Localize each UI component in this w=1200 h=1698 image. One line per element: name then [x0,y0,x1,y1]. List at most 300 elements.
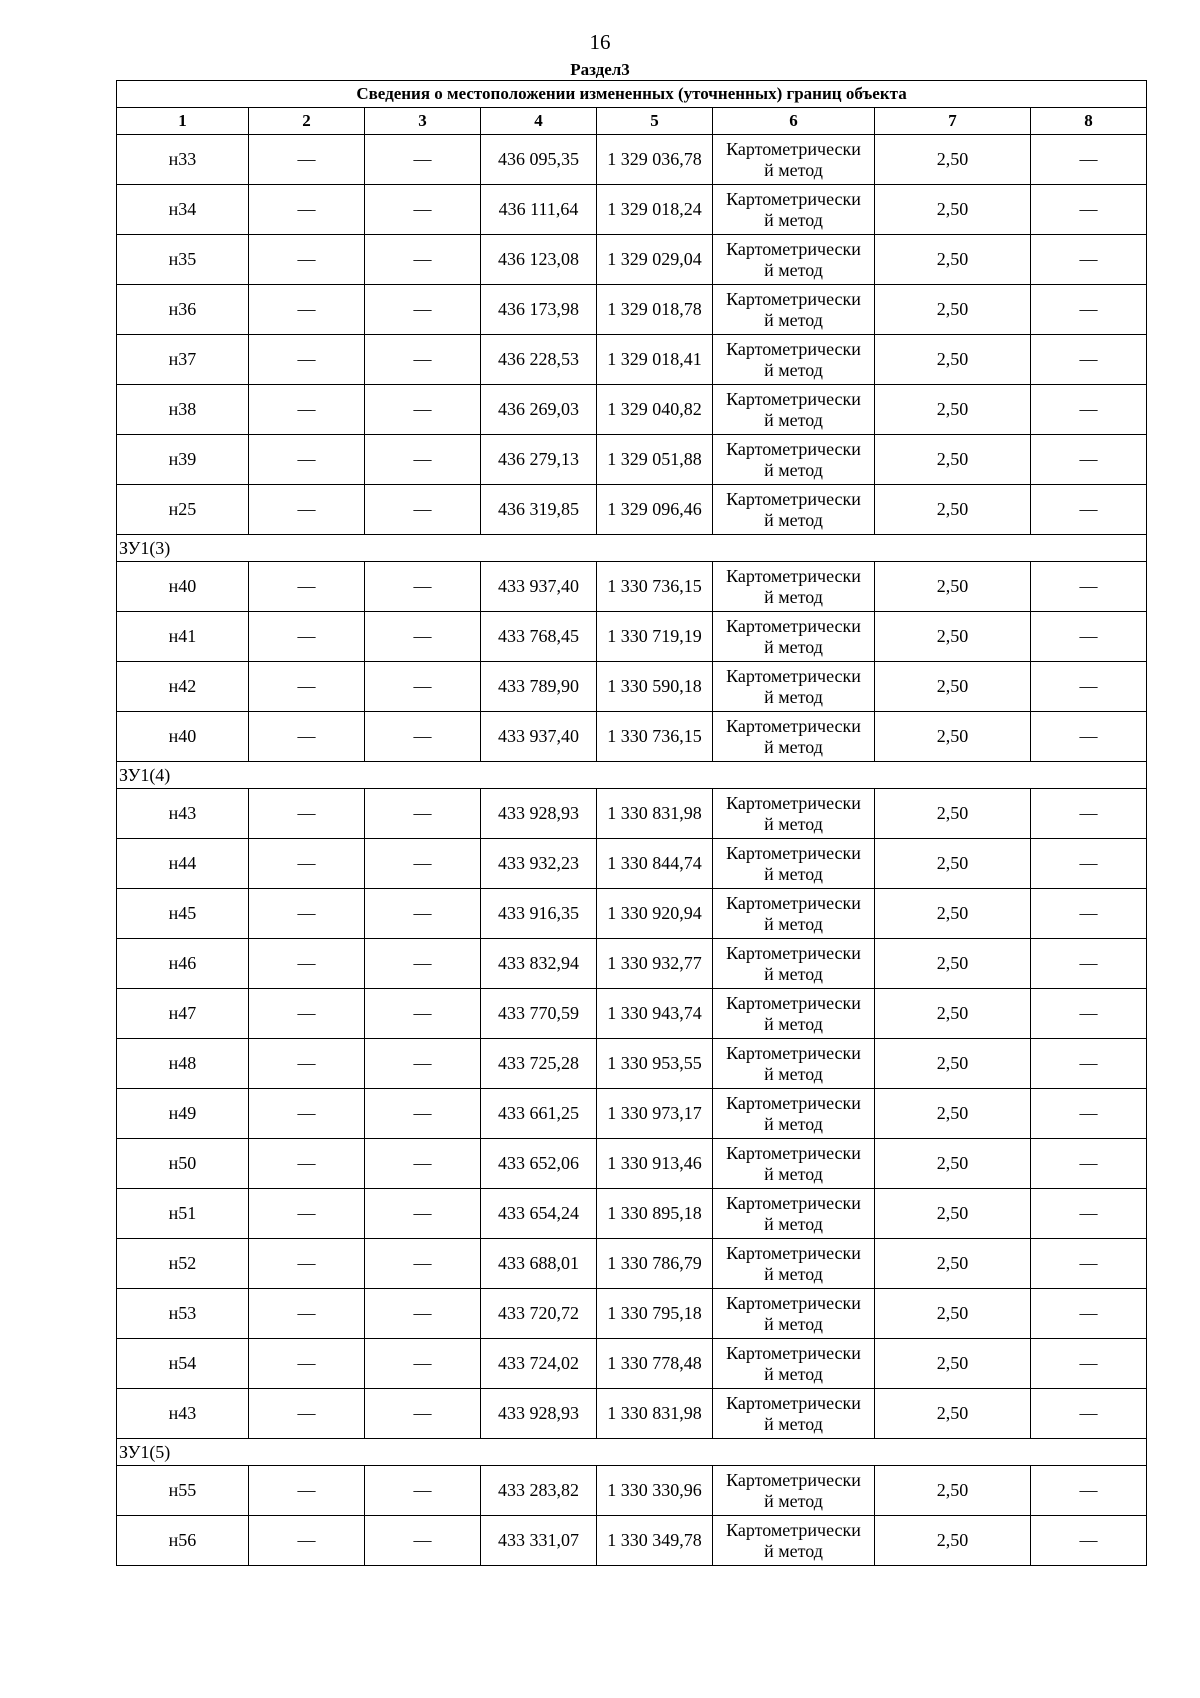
dash-cell: — [365,1339,481,1389]
point-name: н48 [117,1039,249,1089]
coord-y: 1 330 736,15 [597,562,713,612]
coord-y: 1 330 719,19 [597,612,713,662]
method-cell [713,335,875,385]
method-cell [713,1039,875,1089]
coord-x: 433 789,90 [481,662,597,712]
method-line-1: Картометрически [726,615,861,636]
accuracy: 2,50 [875,385,1031,435]
method-cell [713,1189,875,1239]
dash-cell: — [249,562,365,612]
coord-x: 436 279,13 [481,435,597,485]
group-row [117,762,1147,789]
dash-cell: — [365,185,481,235]
coord-y: 1 330 920,94 [597,889,713,939]
method-line-2: й метод [764,863,823,884]
point-name: н43 [117,789,249,839]
coord-y: 1 330 786,79 [597,1239,713,1289]
method-line-1: Картометрически [726,1142,861,1163]
coord-x: 436 173,98 [481,285,597,335]
point-name: н55 [117,1466,249,1516]
dash-cell: — [365,839,481,889]
dash-cell: — [365,562,481,612]
accuracy: 2,50 [875,1039,1031,1089]
coord-y: 1 329 096,46 [597,485,713,535]
method-cell [713,889,875,939]
dash-cell: — [1031,1389,1147,1439]
dash-cell: — [365,485,481,535]
coord-y: 1 330 943,74 [597,989,713,1039]
dash-cell: — [365,1516,481,1566]
method-line-2: й метод [764,686,823,707]
coord-x: 433 832,94 [481,939,597,989]
dash-cell: — [365,385,481,435]
accuracy: 2,50 [875,612,1031,662]
method-cell [713,285,875,335]
method-line-2: й метод [764,459,823,480]
table-row [117,1039,1147,1089]
dash-cell: — [249,989,365,1039]
coord-y: 1 330 778,48 [597,1339,713,1389]
dash-cell: — [249,1516,365,1566]
method-line-1: Картометрически [726,715,861,736]
method-line-2: й метод [764,209,823,230]
page-number: 16 [589,30,611,54]
coord-x: 433 688,01 [481,1239,597,1289]
dash-cell: — [1031,1289,1147,1339]
coord-y: 1 329 040,82 [597,385,713,435]
method-cell [713,1339,875,1389]
method-line-1: Картометрически [726,992,861,1013]
method-cell [713,1389,875,1439]
coord-y: 1 330 590,18 [597,662,713,712]
accuracy: 2,50 [875,989,1031,1039]
coord-y: 1 330 895,18 [597,1189,713,1239]
dash-cell: — [1031,789,1147,839]
column-header-3: 3 [365,108,481,135]
dash-cell: — [365,789,481,839]
coord-x: 436 228,53 [481,335,597,385]
dash-cell: — [1031,385,1147,435]
dash-cell: — [249,435,365,485]
accuracy: 2,50 [875,485,1031,535]
coord-x: 436 123,08 [481,235,597,285]
method-cell [713,712,875,762]
accuracy: 2,50 [875,335,1031,385]
coord-y: 1 329 018,41 [597,335,713,385]
coord-x: 433 331,07 [481,1516,597,1566]
method-cell [713,135,875,185]
point-name: н37 [117,335,249,385]
method-line-2: й метод [764,259,823,280]
column-header-4: 4 [481,108,597,135]
dash-cell: — [1031,889,1147,939]
accuracy: 2,50 [875,1289,1031,1339]
method-line-1: Картометрически [726,1519,861,1540]
accuracy: 2,50 [875,712,1031,762]
dash-cell: — [249,335,365,385]
accuracy: 2,50 [875,1516,1031,1566]
method-cell [713,435,875,485]
table-row [117,1516,1147,1566]
dash-cell: — [249,1039,365,1089]
method-line-2: й метод [764,1490,823,1511]
coord-y: 1 329 029,04 [597,235,713,285]
coord-x: 433 768,45 [481,612,597,662]
method-line-2: й метод [764,1163,823,1184]
method-line-2: й метод [764,1413,823,1434]
method-cell [713,185,875,235]
column-header-2: 2 [249,108,365,135]
method-line-2: й метод [764,586,823,607]
method-cell [713,1289,875,1339]
column-header-5: 5 [597,108,713,135]
coord-y: 1 330 736,15 [597,712,713,762]
accuracy: 2,50 [875,1139,1031,1189]
coord-y: 1 330 349,78 [597,1516,713,1566]
point-name: н56 [117,1516,249,1566]
dash-cell: — [1031,662,1147,712]
dash-cell: — [1031,485,1147,535]
point-name: н44 [117,839,249,889]
coord-x: 433 932,23 [481,839,597,889]
dash-cell: — [249,1289,365,1339]
point-name: н47 [117,989,249,1039]
method-line-2: й метод [764,1063,823,1084]
point-name: н49 [117,1089,249,1139]
table-row [117,235,1147,285]
method-cell [713,1516,875,1566]
coord-x: 433 937,40 [481,712,597,762]
dash-cell: — [249,135,365,185]
dash-cell: — [249,1466,365,1516]
dash-cell: — [365,435,481,485]
table-row [117,662,1147,712]
group-label: ЗУ1(3) [117,535,1147,562]
method-cell [713,662,875,712]
coord-y: 1 330 831,98 [597,1389,713,1439]
method-line-2: й метод [764,1313,823,1334]
table-row [117,889,1147,939]
coord-x: 433 928,93 [481,789,597,839]
column-header-7: 7 [875,108,1031,135]
coord-y: 1 329 018,24 [597,185,713,235]
dash-cell: — [249,939,365,989]
accuracy: 2,50 [875,1389,1031,1439]
method-line-2: й метод [764,359,823,380]
method-line-1: Картометрически [726,1292,861,1313]
column-header-8: 8 [1031,108,1147,135]
point-name: н39 [117,435,249,485]
table-row [117,989,1147,1039]
point-name: н36 [117,285,249,335]
method-cell [713,1139,875,1189]
dash-cell: — [1031,1139,1147,1189]
accuracy: 2,50 [875,839,1031,889]
dash-cell: — [1031,1516,1147,1566]
table-row [117,285,1147,335]
dash-cell: — [249,789,365,839]
point-name: н50 [117,1139,249,1189]
dash-cell: — [249,1139,365,1189]
dash-cell: — [1031,939,1147,989]
method-line-2: й метод [764,1113,823,1134]
method-cell [713,235,875,285]
method-line-2: й метод [764,409,823,430]
dash-cell: — [1031,1239,1147,1289]
method-cell [713,789,875,839]
dash-cell: — [1031,989,1147,1039]
method-line-1: Картометрически [726,338,861,359]
accuracy: 2,50 [875,939,1031,989]
dash-cell: — [1031,562,1147,612]
point-name: н35 [117,235,249,285]
method-line-2: й метод [764,309,823,330]
method-line-1: Картометрически [726,488,861,509]
table-row [117,1289,1147,1339]
group-row [117,535,1147,562]
method-line-1: Картометрически [726,1042,861,1063]
dash-cell: — [249,1089,365,1139]
method-line-2: й метод [764,1263,823,1284]
coord-y: 1 329 036,78 [597,135,713,185]
group-label: ЗУ1(4) [117,762,1147,789]
method-line-1: Картометрически [726,892,861,913]
coord-x: 433 654,24 [481,1189,597,1239]
table-row [117,1189,1147,1239]
point-name: н33 [117,135,249,185]
table-row [117,839,1147,889]
dash-cell: — [365,989,481,1039]
method-line-2: й метод [764,636,823,657]
table-row [117,939,1147,989]
method-cell [713,612,875,662]
dash-cell: — [1031,1089,1147,1139]
table-row [117,435,1147,485]
method-line-2: й метод [764,813,823,834]
dash-cell: — [249,662,365,712]
method-line-1: Картометрически [726,1469,861,1490]
accuracy: 2,50 [875,1239,1031,1289]
point-name: н42 [117,662,249,712]
method-cell [713,1239,875,1289]
dash-cell: — [365,1289,481,1339]
column-header-6: 6 [713,108,875,135]
dash-cell: — [1031,135,1147,185]
dash-cell: — [365,335,481,385]
table-row [117,485,1147,535]
dash-cell: — [1031,335,1147,385]
method-line-2: й метод [764,736,823,757]
point-name: н38 [117,385,249,435]
dash-cell: — [365,1089,481,1139]
accuracy: 2,50 [875,435,1031,485]
dash-cell: — [365,135,481,185]
dash-cell: — [365,662,481,712]
table-row [117,612,1147,662]
dash-cell: — [365,1189,481,1239]
table-row [117,1339,1147,1389]
table-row [117,789,1147,839]
dash-cell: — [249,889,365,939]
accuracy: 2,50 [875,789,1031,839]
dash-cell: — [249,385,365,435]
dash-cell: — [1031,1189,1147,1239]
point-name: н41 [117,612,249,662]
accuracy: 2,50 [875,185,1031,235]
coord-x: 433 770,59 [481,989,597,1039]
dash-cell: — [249,1389,365,1439]
dash-cell: — [1031,1039,1147,1089]
method-line-2: й метод [764,1213,823,1234]
dash-cell: — [365,612,481,662]
table-row [117,385,1147,435]
coord-y: 1 330 932,77 [597,939,713,989]
method-line-1: Картометрически [726,1342,861,1363]
dash-cell: — [365,889,481,939]
method-line-1: Картометрически [726,1092,861,1113]
point-name: н54 [117,1339,249,1389]
dash-cell: — [249,235,365,285]
point-name: н43 [117,1389,249,1439]
method-line-1: Картометрически [726,665,861,686]
point-name: н40 [117,562,249,612]
dash-cell: — [1031,839,1147,889]
dash-cell: — [1031,712,1147,762]
coord-x: 436 111,64 [481,185,597,235]
point-name: н51 [117,1189,249,1239]
method-line-2: й метод [764,1363,823,1384]
dash-cell: — [249,612,365,662]
accuracy: 2,50 [875,1466,1031,1516]
coord-y: 1 329 018,78 [597,285,713,335]
accuracy: 2,50 [875,285,1031,335]
method-line-1: Картометрически [726,1392,861,1413]
coord-x: 433 652,06 [481,1139,597,1189]
dash-cell: — [1031,435,1147,485]
coord-y: 1 330 913,46 [597,1139,713,1189]
point-name: н46 [117,939,249,989]
boundary-table [116,80,1147,1566]
dash-cell: — [249,1339,365,1389]
accuracy: 2,50 [875,1089,1031,1139]
method-cell [713,562,875,612]
coord-x: 436 269,03 [481,385,597,435]
table-row [117,1239,1147,1289]
dash-cell: — [365,712,481,762]
coord-y: 1 330 330,96 [597,1466,713,1516]
dash-cell: — [365,939,481,989]
method-cell [713,939,875,989]
method-cell [713,839,875,889]
accuracy: 2,50 [875,135,1031,185]
table-row [117,1089,1147,1139]
table-row [117,1389,1147,1439]
method-line-1: Картометрически [726,842,861,863]
method-line-2: й метод [764,963,823,984]
dash-cell: — [365,1389,481,1439]
dash-cell: — [365,285,481,335]
dash-cell: — [365,235,481,285]
coord-x: 433 725,28 [481,1039,597,1089]
dash-cell: — [249,285,365,335]
method-cell [713,1466,875,1516]
method-cell [713,1089,875,1139]
dash-cell: — [249,1189,365,1239]
point-name: н25 [117,485,249,535]
point-name: н45 [117,889,249,939]
method-line-1: Картометрически [726,138,861,159]
method-line-1: Картометрически [726,288,861,309]
section-title: Раздел3 [570,60,630,79]
method-line-1: Картометрически [726,942,861,963]
method-line-1: Картометрически [726,1192,861,1213]
point-name: н52 [117,1239,249,1289]
dash-cell: — [1031,612,1147,662]
coord-y: 1 329 051,88 [597,435,713,485]
coord-x: 433 720,72 [481,1289,597,1339]
group-label: ЗУ1(5) [117,1439,1147,1466]
method-cell [713,385,875,435]
table-row [117,562,1147,612]
table-row [117,1466,1147,1516]
table-row [117,335,1147,385]
method-line-2: й метод [764,1540,823,1561]
table-row [117,1139,1147,1189]
table-caption: Сведения о местоположении измененных (уточненных) границ объекта [117,81,1147,108]
dash-cell: — [1031,285,1147,335]
dash-cell: — [1031,1339,1147,1389]
table-row [117,135,1147,185]
coord-x: 436 095,35 [481,135,597,185]
accuracy: 2,50 [875,562,1031,612]
group-row [117,1439,1147,1466]
dash-cell: — [249,485,365,535]
coord-x: 433 283,82 [481,1466,597,1516]
dash-cell: — [249,839,365,889]
column-header-1: 1 [117,108,249,135]
method-line-2: й метод [764,913,823,934]
method-line-1: Картометрически [726,238,861,259]
dash-cell: — [365,1139,481,1189]
point-name: н40 [117,712,249,762]
accuracy: 2,50 [875,235,1031,285]
table-row [117,712,1147,762]
method-line-1: Картометрически [726,388,861,409]
method-line-2: й метод [764,509,823,530]
coord-x: 433 661,25 [481,1089,597,1139]
dash-cell: — [1031,1466,1147,1516]
accuracy: 2,50 [875,889,1031,939]
accuracy: 2,50 [875,1339,1031,1389]
accuracy: 2,50 [875,1189,1031,1239]
coord-y: 1 330 973,17 [597,1089,713,1139]
coord-x: 433 928,93 [481,1389,597,1439]
coord-x: 433 916,35 [481,889,597,939]
table-row [117,185,1147,235]
dash-cell: — [365,1039,481,1089]
coord-y: 1 330 795,18 [597,1289,713,1339]
method-line-1: Картометрически [726,565,861,586]
dash-cell: — [249,712,365,762]
point-name: н34 [117,185,249,235]
point-name: н53 [117,1289,249,1339]
dash-cell: — [249,185,365,235]
method-line-2: й метод [764,1013,823,1034]
coord-x: 436 319,85 [481,485,597,535]
dash-cell: — [365,1239,481,1289]
method-line-1: Картометрически [726,188,861,209]
dash-cell: — [1031,185,1147,235]
